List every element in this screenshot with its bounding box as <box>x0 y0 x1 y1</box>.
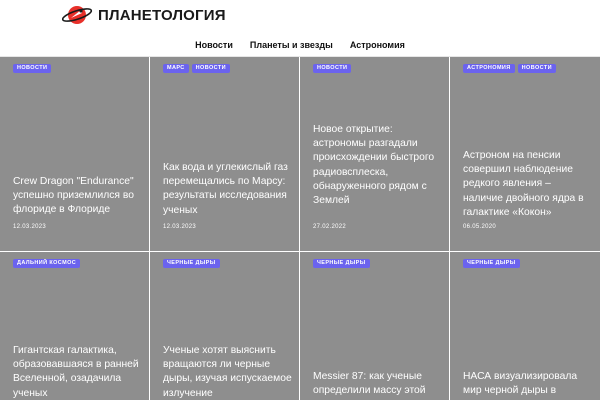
card-tags <box>463 64 556 73</box>
news-card[interactable] <box>300 57 449 251</box>
news-card[interactable] <box>300 252 449 400</box>
category-tag[interactable]: АСТРОНОМИЯ <box>463 64 515 73</box>
site-name: ПЛАНЕТОЛОГИЯ <box>98 6 226 24</box>
category-tag[interactable]: НОВОСТИ <box>192 64 230 73</box>
card-tags <box>13 259 80 268</box>
card-title[interactable]: Как вода и углекислый газ перемещались по Марсу: результаты исследования ученых <box>163 162 288 216</box>
card-title[interactable]: Астроном на пенсии совершил наблюдение редкого явления – наличие двойного ядра в галактике «Кокон» <box>463 150 584 218</box>
category-tag[interactable]: ЧЕРНЫЕ ДЫРЫ <box>163 259 220 268</box>
card-title[interactable]: Гигантская галактика, образовавшаяся в ранней Вселенной, озадачила ученых <box>13 345 139 399</box>
category-tag[interactable]: НОВОСТИ <box>518 64 556 73</box>
card-tags <box>163 64 230 73</box>
card-date: 27.02.2022 <box>313 224 347 230</box>
news-card[interactable] <box>450 57 600 251</box>
card-date: 06.05.2020 <box>463 224 497 230</box>
news-grid <box>0 57 600 400</box>
card-title[interactable]: Ученые хотят выяснить вращаются ли черные дыры, изучая испускаемое излучение <box>163 345 292 399</box>
category-tag[interactable]: МАРС <box>163 64 189 73</box>
category-tag[interactable]: НОВОСТИ <box>13 64 51 73</box>
card-tags <box>13 64 51 73</box>
card-title[interactable]: Crew Dragon "Endurance" успешно приземлился во флориде в Флориде <box>13 176 134 216</box>
card-date: 12.03.2023 <box>163 224 197 230</box>
news-card[interactable] <box>150 57 299 251</box>
news-card[interactable] <box>0 252 149 400</box>
category-tag[interactable]: ДАЛЬНИЙ КОСМОС <box>13 259 80 268</box>
rocket-planet-logo-icon <box>60 2 94 28</box>
category-tag[interactable]: НОВОСТИ <box>313 64 351 73</box>
card-tags <box>313 64 351 73</box>
card-tags <box>313 259 370 268</box>
main-nav <box>0 36 600 54</box>
nav-item-planets-stars[interactable]: Планеты и звезды <box>249 40 333 50</box>
card-title[interactable]: Новое открытие: астрономы разгадали происхождении быстрого радиовсплеска, обнаруженного рядом с Землей <box>313 124 435 207</box>
card-date: 12.03.2023 <box>13 224 47 230</box>
site-logo[interactable] <box>60 2 226 28</box>
card-title[interactable]: Messier 87: как ученые определили массу этой <box>313 371 426 397</box>
nav-item-news[interactable]: Новости <box>195 40 233 50</box>
nav-item-astronomy[interactable]: Астрономия <box>349 40 405 50</box>
news-card[interactable] <box>0 57 149 251</box>
site-header <box>0 0 600 60</box>
category-tag[interactable]: ЧЕРНЫЕ ДЫРЫ <box>463 259 520 268</box>
card-tags <box>163 259 220 268</box>
card-tags <box>463 259 520 268</box>
news-card[interactable] <box>150 252 299 400</box>
category-tag[interactable]: ЧЕРНЫЕ ДЫРЫ <box>313 259 370 268</box>
card-title[interactable]: НАСА визуализировала мир черной дыры в <box>463 371 578 397</box>
news-card[interactable] <box>450 252 600 400</box>
